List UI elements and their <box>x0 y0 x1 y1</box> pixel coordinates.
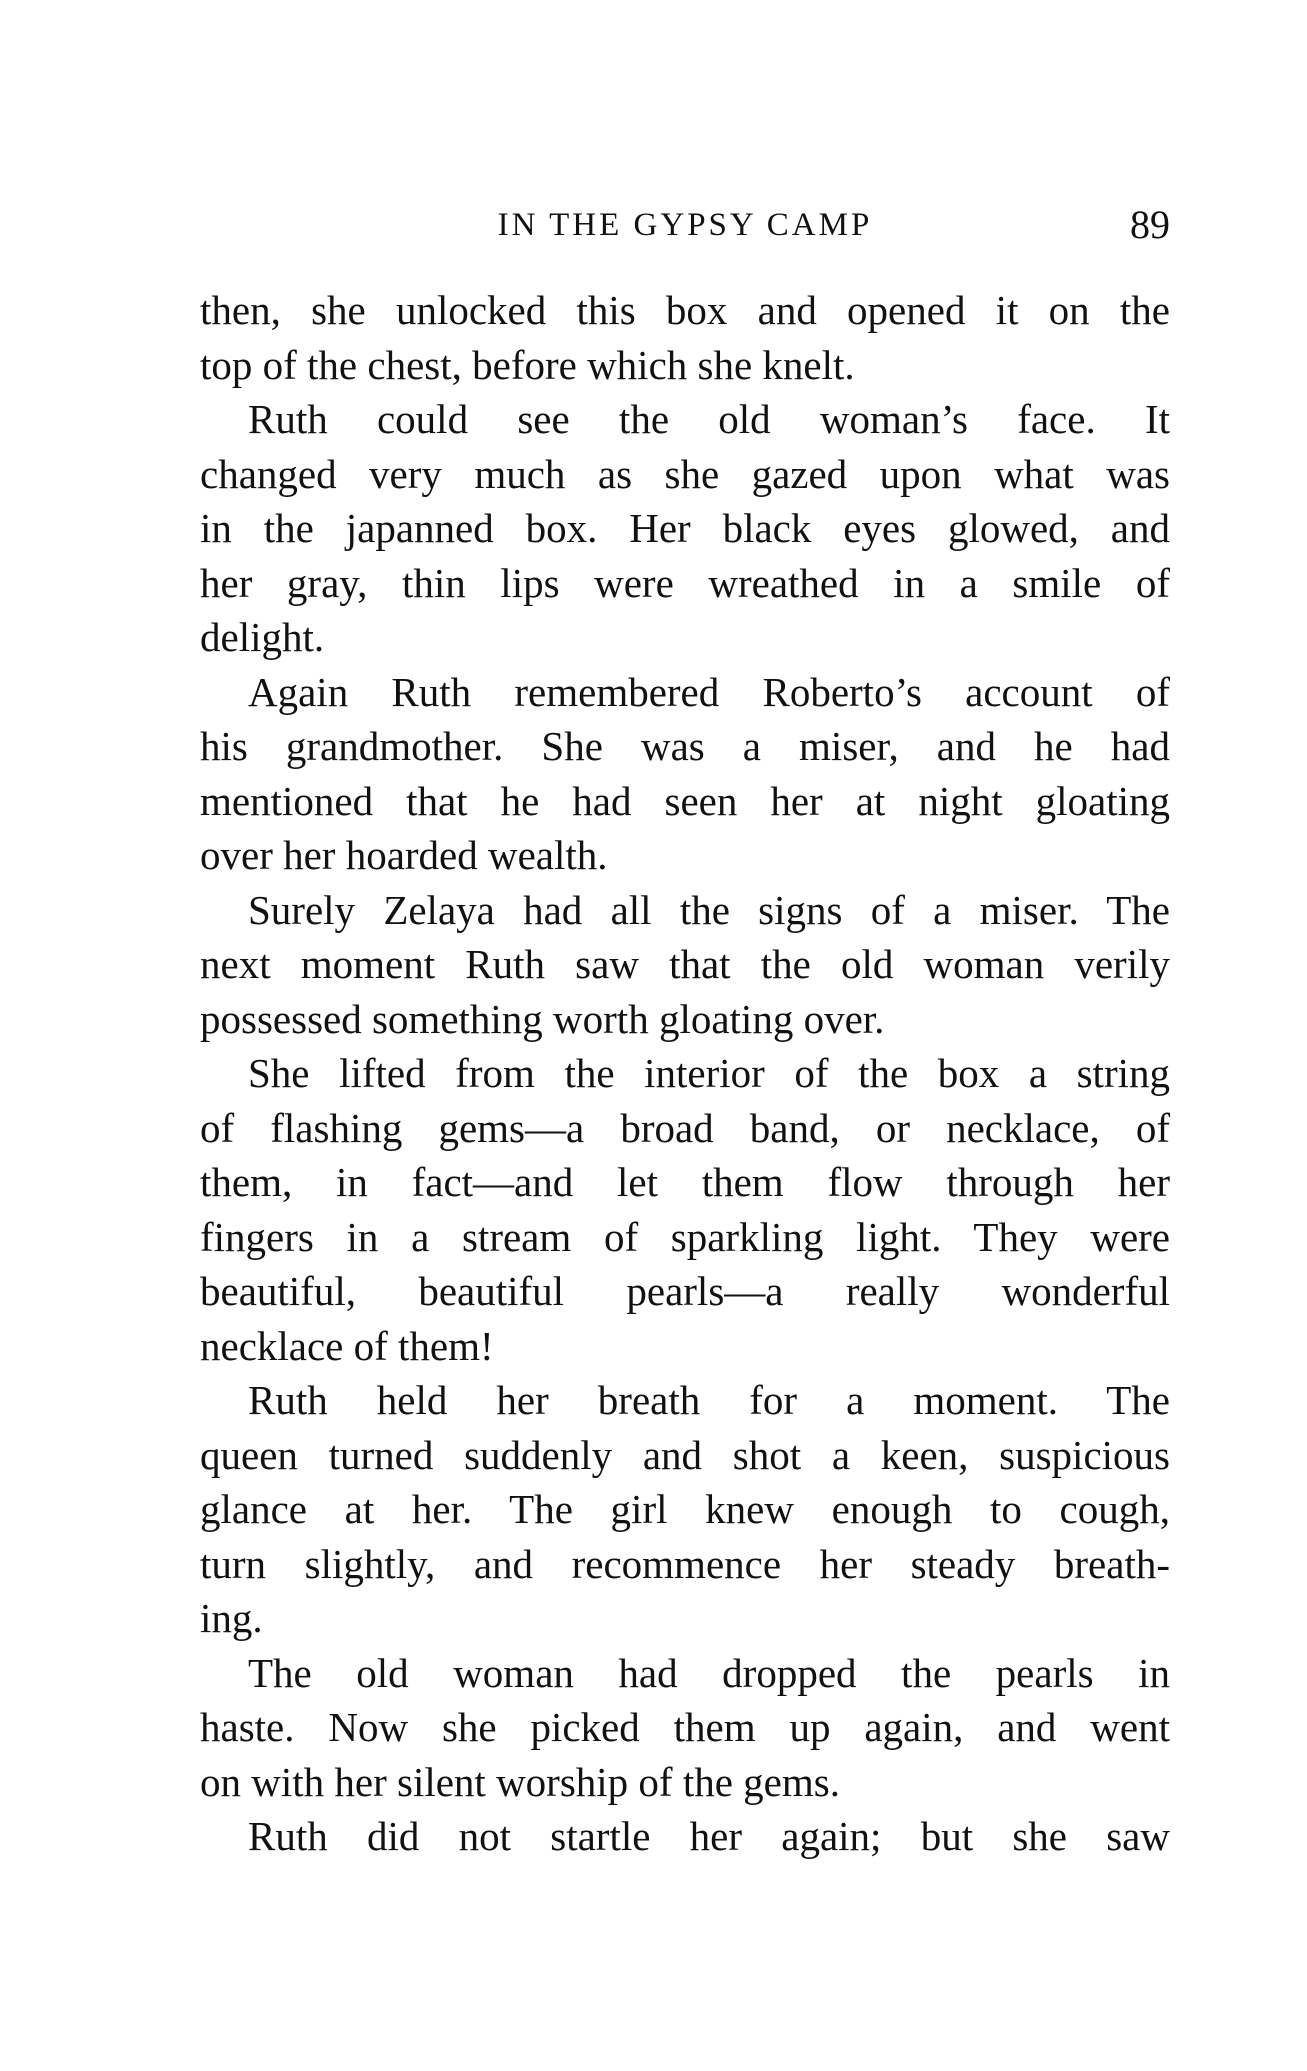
paragraph-first-line: Ruth did not startle her again; but she saw <box>248 1813 1170 1859</box>
body-text <box>200 283 1170 1864</box>
paragraph-first-line: She lifted from the interior of the box a string <box>248 1050 1170 1096</box>
text-line: necklace of them! <box>200 1322 494 1369</box>
text-line: beautiful, beautiful pearls—a really wonderful <box>200 1268 1170 1314</box>
text-line: them, in fact—and let them flow through her <box>200 1159 1170 1205</box>
text-line: her gray, thin lips were wreathed in a smile of <box>200 559 1170 606</box>
text-line: fingers in a stream of sparkling light. They were <box>200 1213 1170 1260</box>
text-line: on with her silent worship of the gems. <box>200 1758 840 1805</box>
text-line: possessed something worth gloating over. <box>200 995 885 1042</box>
text-line: changed very much as she gazed upon what was <box>200 450 1170 497</box>
text-line: delight. <box>200 614 325 660</box>
text-line: then, she unlocked this box and opened it on the <box>200 287 1170 333</box>
text-line: next moment Ruth saw that the old woman verily <box>200 941 1170 987</box>
paragraph-first-line: Ruth could see the old woman’s face. It <box>248 396 1170 442</box>
paragraph-first-line: The old woman had dropped the pearls in <box>248 1649 1170 1696</box>
text-line: his grandmother. She was a miser, and he had <box>200 723 1170 769</box>
paragraph-first-line: Ruth held her breath for a moment. The <box>248 1377 1170 1423</box>
running-head <box>200 200 1170 250</box>
text-line: over her hoarded wealth. <box>200 832 608 878</box>
page-number: 89 <box>1130 202 1170 247</box>
running-title: IN THE GYPSY CAMP <box>497 207 873 243</box>
text-line: turn slightly, and recommence her steady breath- <box>200 1540 1170 1587</box>
text-line: of flashing gems—a broad band, or necklace, of <box>200 1104 1170 1151</box>
paragraph-first-line: Surely Zelaya had all the signs of a miser. The <box>248 886 1170 933</box>
text-line: queen turned suddenly and shot a keen, suspicious <box>200 1431 1170 1478</box>
text-line: mentioned that he had seen her at night gloating <box>200 777 1170 824</box>
text-line: ing. <box>200 1595 263 1641</box>
text-line: top of the chest, before which she knelt. <box>200 341 855 388</box>
paragraph-first-line: Again Ruth remembered Roberto’s account of <box>248 668 1170 715</box>
text-line: haste. Now she picked them up again, and went <box>200 1704 1170 1750</box>
text-line: in the japanned box. Her black eyes glowed, and <box>200 505 1170 551</box>
text-line: glance at her. The girl knew enough to cough, <box>200 1486 1170 1532</box>
